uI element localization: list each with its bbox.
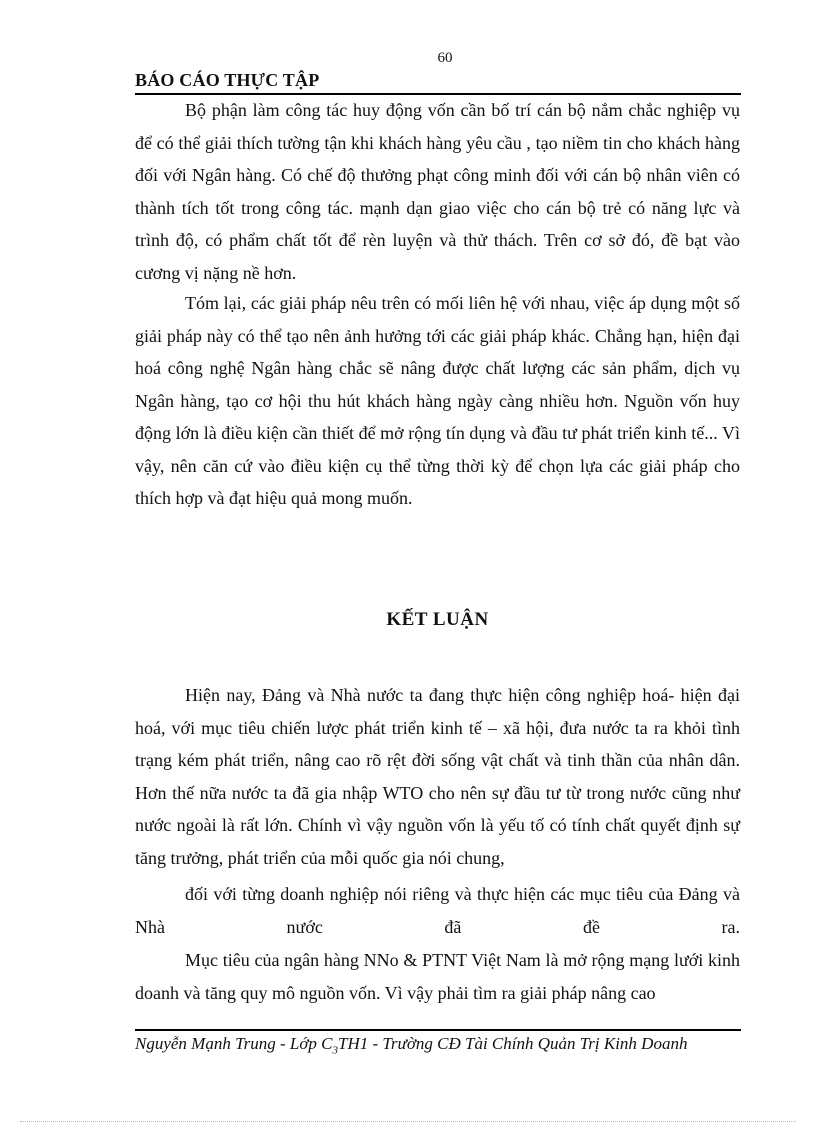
paragraph-1: Bộ phận làm công tác huy động vốn cần bố trí cán bộ nắm chắc nghiệp vụ để có thể giải thích tường tận khi khách hàng yêu cầu , tạo niềm tin cho khách hàng đối với Ngân hàng. Có chế độ thưởng phạt công minh đối với cán bộ nhân viên có thành tích tốt trong công tác. mạnh dạn giao việc cho cán bộ trẻ có năng lực và trình độ, có phẩm chất tốt để rèn luyện và thử thách. Trên cơ sở đó, đề bạt vào cương vị nặng nề hơn. <box>135 100 740 283</box>
footer-class-subscript: 3 <box>332 1044 339 1057</box>
body-section-1 <box>135 94 740 289</box>
footer-school: TH1 - Trường CĐ Tài Chính Quản Trị Kinh Doanh <box>338 1034 688 1053</box>
paragraph-5: Mục tiêu của ngân hàng NNo & PTNT Việt Nam là mở rộng mạng lưới kinh doanh và tăng quy mô nguồn vốn. Vì vậy phải tìm ra giải pháp nâng cao <box>135 950 740 1003</box>
paragraph-4: đối với từng doanh nghiệp nói riêng và thực hiện các mục tiêu của Đảng và Nhà nước đã đề ra. <box>135 884 740 937</box>
page-bottom-edge <box>20 1121 796 1122</box>
section-heading: KẾT LUẬN <box>386 609 489 630</box>
header-title: BÁO CÁO THỰC TẬP <box>135 70 320 90</box>
body-section-4 <box>135 878 740 943</box>
paragraph-2: Tóm lại, các giải pháp nêu trên có mối liên hệ với nhau, việc áp dụng một số giải pháp này có thể tạo nên ảnh hưởng tới các giải pháp khác. Chẳng hạn, hiện đại hoá công nghệ Ngân hàng chắc sẽ nâng được chất lượng các sản phẩm, dịch vụ Ngân hàng, tạo cơ hội thu hút khách hàng ngày càng nhiều hơn. Nguồn vốn huy động lớn là điều kiện cần thiết để mở rộng tín dụng và đầu tư phát triển kinh tế... Vì vậy, nên căn cứ vào điều kiện cụ thể từng thời kỳ để chọn lựa các giải pháp cho thích hợp và đạt hiệu quả mong muốn. <box>135 293 740 508</box>
page-number: 60 <box>437 50 453 66</box>
footer-divider <box>135 1029 741 1031</box>
paragraph-3: Hiện nay, Đảng và Nhà nước ta đang thực hiện công nghiệp hoá- hiện đại hoá, với mục tiêu chiến lược phát triển kinh tế – xã hội, đưa nước ta ra khỏi tình trạng kém phát triển, nâng cao rõ rệt đời sống vật chất và tinh thần của nhân dân. Hơn thế nữa nước ta đã gia nhập WTO cho nên sự đầu tư từ trong nước cũng như nước ngoài là rất lớn. Chính vì vậy nguồn vốn là yếu tố có tính chất quyết định sự tăng trưởng, phát triển của mỗi quốc gia nói chung, <box>135 685 740 868</box>
footer-author: Nguyễn Mạnh Trung - Lớp C <box>135 1034 333 1053</box>
body-section-5 <box>135 944 740 1009</box>
body-section-2 <box>135 287 740 515</box>
footer-text <box>135 1033 735 1061</box>
body-section-3 <box>135 679 740 874</box>
